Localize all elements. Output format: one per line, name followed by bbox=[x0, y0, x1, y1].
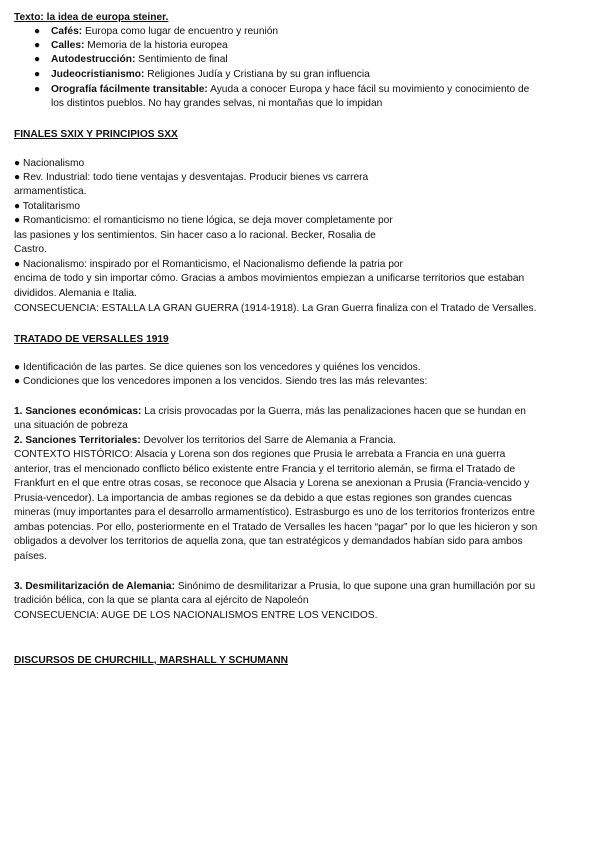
list-item: Autodestrucción: Sentimiento de final bbox=[51, 54, 228, 65]
text-line: encima de todo y sin importar cómo. Gracias a ambos movimientos empiezan a unificarse territorios que estaban bbox=[14, 273, 525, 284]
context-line: anterior, tras el mencionado conflicto bélico existente entre Francia y el territorio alemán, se firma el Tratado de bbox=[14, 464, 516, 475]
consequence-line: CONSECUENCIA: AUGE DE LOS NACIONALISMOS ENTRE LOS VENCIDOS. bbox=[14, 610, 378, 621]
text-line: armamentística. bbox=[14, 186, 87, 197]
list-item: Judeocristianismo: Religiones Judía y Cristiana by su gran influencia bbox=[51, 69, 370, 80]
list-item-continuation: los distintos pueblos. No hay grandes selvas, ni montañas que lo impidan bbox=[51, 98, 383, 109]
text-line: tradición bélica, con la que se planta cara al ejército de Napoleón bbox=[14, 595, 309, 606]
context-line: obligados a devolver los territorios de aquella zona, que tan estratégicos y demandados habían sido para ambos bbox=[14, 536, 523, 547]
context-line: mineras (muy importantes para el desarrollo armamentístico). Estrasburgo es uno de los territorios fronterizos entre bbox=[14, 507, 535, 518]
section-title-discursos: DISCURSOS DE CHURCHILL, MARSHALL Y SCHUMANN bbox=[14, 655, 288, 666]
section-title-finales: FINALES SXIX Y PRINCIPIOS SXX bbox=[14, 129, 178, 140]
bullet-icon: ● bbox=[34, 54, 41, 65]
text-line: ● Nacionalismo: inspirado por el Romanticismo, el Nacionalismo defiende la patria por bbox=[14, 259, 403, 270]
list-item: Orografía fácilmente transitable: Ayuda a conocer Europa y hace fácil su movimiento y conocimiento de bbox=[51, 84, 530, 95]
bullet-icon: ● bbox=[34, 40, 41, 51]
text-line: las pasiones y los sentimientos. Sin hacer caso a lo racional. Becker, Rosalia de bbox=[14, 230, 376, 241]
text-line: ● Identificación de las partes. Se dice quienes son los vencedores y quiénes los vencidos. bbox=[14, 362, 421, 373]
text-line: ● Nacionalismo bbox=[14, 158, 85, 169]
context-line: Prusia-vencedor). La importancia de ambas regiones se da debido a que estas regiones son grandes cuencas bbox=[14, 493, 512, 504]
section-title-steiner: Texto: la idea de europa steiner. bbox=[14, 12, 169, 23]
context-line: países. bbox=[14, 551, 47, 562]
text-line: ● Totalitarismo bbox=[14, 201, 80, 212]
text-line: Castro. bbox=[14, 244, 47, 255]
sanction-1: 1. Sanciones económicas: La crisis provocadas por la Guerra, más las penalizaciones hacen que se hundan en bbox=[14, 406, 526, 417]
consequence-line: CONSECUENCIA: ESTALLA LA GRAN GUERRA (1914-1918). La Gran Guerra finaliza con el Tratado de Versalles. bbox=[14, 303, 537, 314]
list-item: Cafés: Europa como lugar de encuentro y reunión bbox=[51, 26, 279, 37]
context-line: CONTEXTO HISTÓRICO: Alsacia y Lorena son dos regiones que Prusia le arrebata a Francia en una guerra bbox=[14, 449, 506, 460]
text-line: ● Condiciones que los vencedores imponen a los vencidos. Siendo tres las más relevantes: bbox=[14, 376, 428, 387]
bullet-icon: ● bbox=[34, 26, 41, 37]
bullet-icon: ● bbox=[34, 84, 41, 95]
sanction-3: 3. Desmilitarización de Alemania: Sinónimo de desmilitarizar a Prusia, lo que supone una gran humillación por su bbox=[14, 581, 536, 592]
bullet-icon: ● bbox=[34, 69, 41, 80]
list-item: Calles: Memoria de la historia europea bbox=[51, 40, 228, 51]
section-title-versalles: TRATADO DE VERSALLES 1919 bbox=[14, 334, 169, 345]
context-line: Frankfurt en el que entre otras cosas, se reconoce que Alsacia y Lorena se anexionan a Prusia (Francia-vencido y bbox=[14, 478, 530, 489]
text-line: ● Rev. Industrial: todo tiene ventajas y desventajas. Producir bienes vs carrera bbox=[14, 172, 369, 183]
text-line: una situación de pobreza bbox=[14, 420, 128, 431]
text-line: divididos. Alemania e Italia. bbox=[14, 288, 137, 299]
sanction-2: 2. Sanciones Territoriales: Devolver los territorios del Sarre de Alemania a Francia. bbox=[14, 435, 397, 446]
text-line: ● Romanticismo: el romanticismo no tiene lógica, se deja mover completamente por bbox=[14, 215, 393, 226]
context-line: ambas potencias. Por ello, posteriormente en el Tratado de Versalles les hacen “pagar” por lo que les hicieron y son bbox=[14, 522, 538, 533]
